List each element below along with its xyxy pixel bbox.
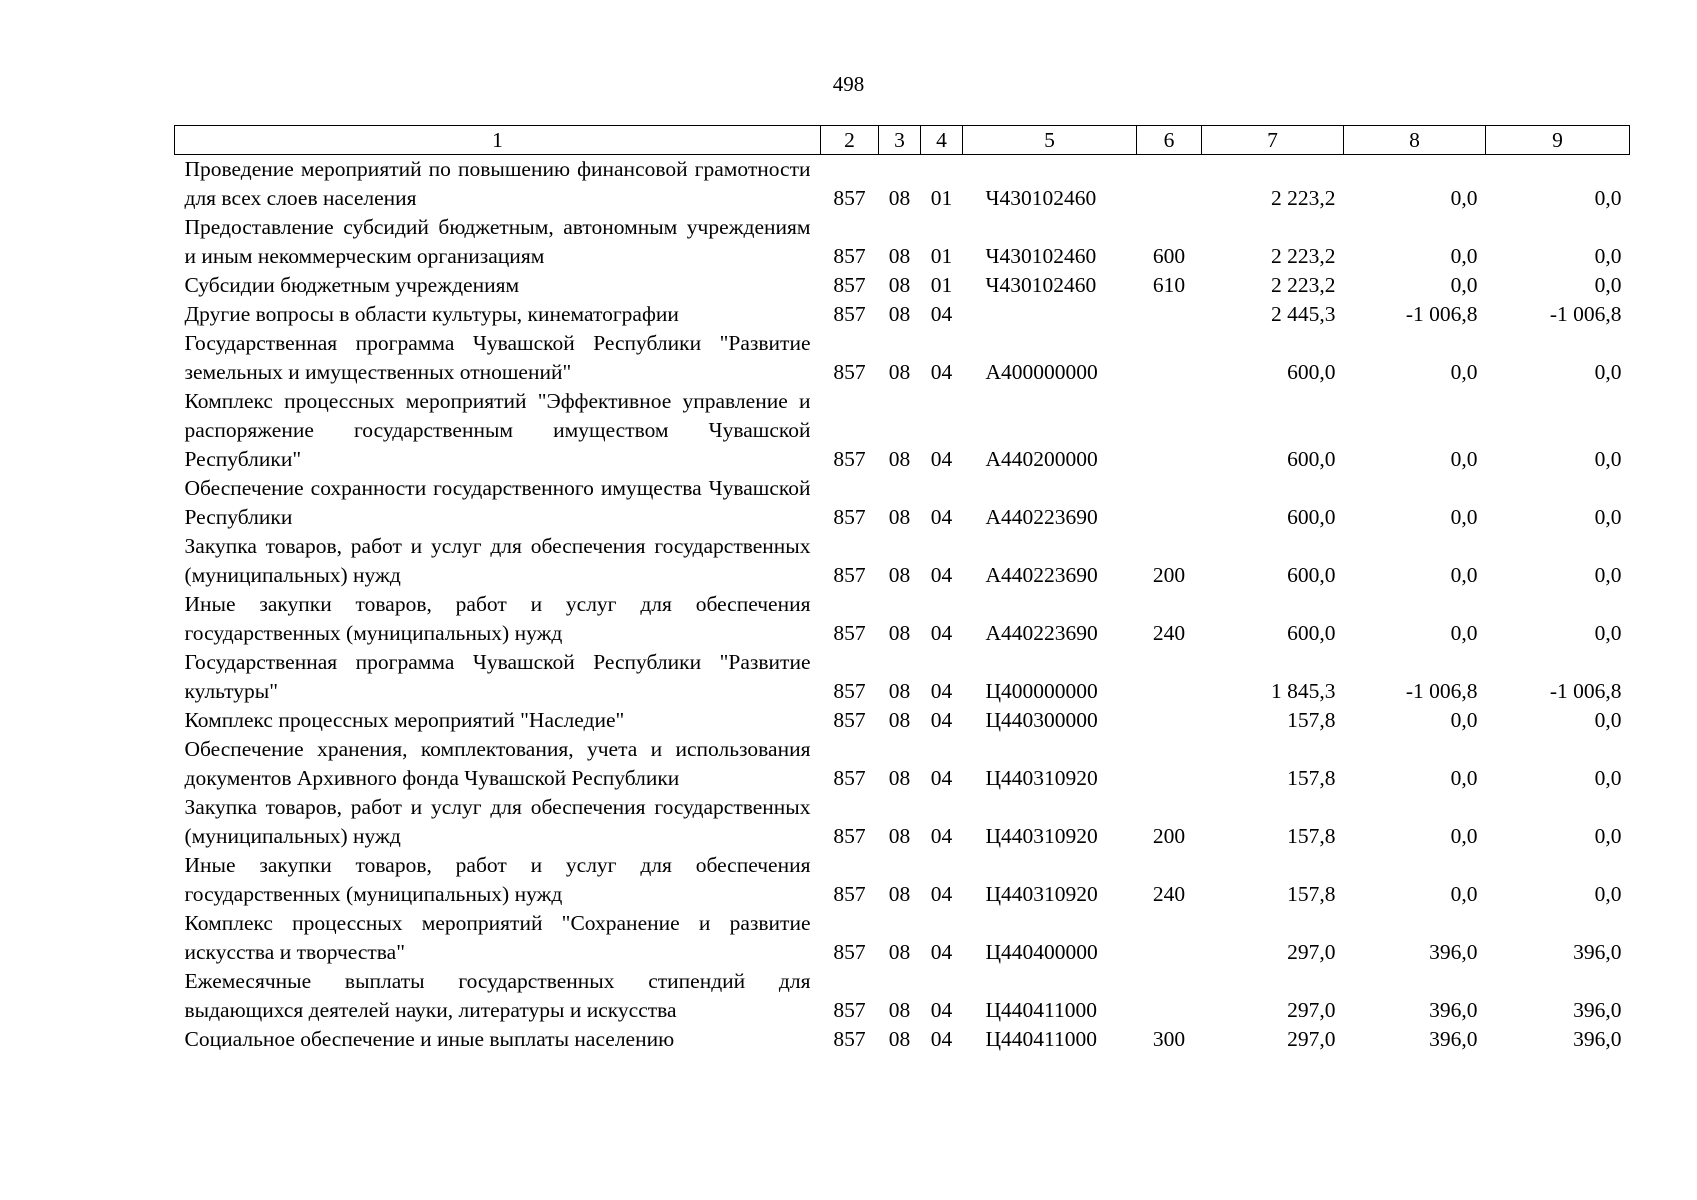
cell-col8: 0,0 [1450,708,1478,732]
cell-col4: 04 [930,998,953,1022]
cell-col5 [963,300,1137,329]
cell-col3: 08 [888,447,911,471]
cell-col4: 04 [930,1027,953,1051]
cell-col5: А440200000 [985,447,1098,471]
cell-col6 [1137,909,1202,967]
cell-col2: 857 [833,708,866,732]
cell-col4: 04 [930,563,953,587]
row-name: Закупка товаров, работ и услуг для обеспечения государственных (муниципальных) нужд [184,795,811,848]
cell-col3: 08 [888,940,911,964]
cell-col4: 04 [930,679,953,703]
cell-col8: 396,0 [1429,940,1478,964]
table-row [175,909,1630,967]
cell-col8: 0,0 [1450,882,1478,906]
table-row [175,474,1630,532]
cell-col9: 396,0 [1573,998,1622,1022]
cell-col2: 857 [833,360,866,384]
row-name: Комплекс процессных мероприятий "Наследие" [184,708,625,732]
cell-col9: 0,0 [1594,186,1622,210]
cell-col3: 08 [888,708,911,732]
cell-col9: -1 006,8 [1549,679,1622,703]
cell-col7: 600,0 [1287,621,1336,645]
cell-col2: 857 [833,505,866,529]
cell-col5: А400000000 [985,360,1098,384]
cell-col2: 857 [833,563,866,587]
table-row [175,590,1630,648]
cell-col7: 2 445,3 [1271,302,1336,326]
cell-col8: 396,0 [1429,998,1478,1022]
cell-col8: 0,0 [1450,186,1478,210]
cell-col4: 04 [930,302,953,326]
cell-col4: 04 [930,824,953,848]
cell-col3: 08 [888,563,911,587]
cell-col8: 0,0 [1450,563,1478,587]
cell-col5: Ц400000000 [985,679,1098,703]
cell-col4: 01 [930,273,953,297]
cell-col2: 857 [833,447,866,471]
cell-col2: 857 [833,244,866,268]
cell-col9: 396,0 [1573,940,1622,964]
cell-col7: 2 223,2 [1271,273,1336,297]
cell-col9: 0,0 [1594,882,1622,906]
cell-col5: Ц440400000 [985,940,1098,964]
cell-col2: 857 [833,998,866,1022]
table-row [175,329,1630,387]
cell-col7: 600,0 [1287,360,1336,384]
cell-col3: 08 [888,824,911,848]
cell-col8: 0,0 [1450,505,1478,529]
cell-col2: 857 [833,679,866,703]
cell-col6: 240 [1152,882,1186,906]
cell-col7: 157,8 [1287,766,1336,790]
cell-col8: 0,0 [1450,360,1478,384]
column-number-header-row [175,126,1630,155]
cell-col7: 157,8 [1287,824,1336,848]
cell-col8: -1 006,8 [1405,679,1478,703]
cell-col5: А440223690 [985,563,1098,587]
column-header: 8 [1344,126,1486,155]
cell-col6: 200 [1152,824,1186,848]
cell-col2: 857 [833,273,866,297]
cell-col9: 0,0 [1594,766,1622,790]
cell-col6 [1137,387,1202,474]
column-header: 2 [821,126,879,155]
cell-col2: 857 [833,1027,866,1051]
cell-col6 [1137,155,1202,214]
cell-col7: 600,0 [1287,505,1336,529]
cell-col6: 300 [1152,1027,1186,1051]
cell-col5: Ц440411000 [985,998,1097,1022]
table-row [175,155,1630,214]
cell-col7: 297,0 [1287,998,1336,1022]
row-name: Предоставление субсидий бюджетным, автономным учреждениям и иным некоммерческим организациям [184,215,811,268]
row-name: Иные закупки товаров, работ и услуг для обеспечения государственных (муниципальных) нужд [184,853,811,906]
cell-col8: -1 006,8 [1405,302,1478,326]
cell-col9: -1 006,8 [1549,302,1622,326]
table-row [175,648,1630,706]
cell-col4: 04 [930,708,953,732]
cell-col5: Ч430102460 [985,186,1097,210]
cell-col3: 08 [888,621,911,645]
table-row [175,967,1630,1025]
cell-col6 [1137,706,1202,735]
cell-col6: 240 [1152,621,1186,645]
table-row [175,1025,1630,1054]
cell-col4: 04 [930,766,953,790]
table-row [175,793,1630,851]
cell-col5: А440223690 [985,505,1098,529]
column-header: 5 [963,126,1137,155]
cell-col4: 04 [930,447,953,471]
row-name: Субсидии бюджетным учреждениям [184,273,520,297]
column-header: 9 [1486,126,1630,155]
cell-col3: 08 [888,505,911,529]
cell-col6 [1137,474,1202,532]
column-header: 7 [1202,126,1344,155]
cell-col9: 0,0 [1594,563,1622,587]
cell-col3: 08 [888,766,911,790]
cell-col2: 857 [833,824,866,848]
row-name: Другие вопросы в области культуры, кинематографии [184,302,679,326]
cell-col3: 08 [888,1027,911,1051]
row-name: Обеспечение сохранности государственного имущества Чувашской Республики [184,476,811,529]
cell-col6: 600 [1152,244,1186,268]
cell-col6 [1137,648,1202,706]
cell-col3: 08 [888,998,911,1022]
cell-col2: 857 [833,940,866,964]
cell-col7: 600,0 [1287,563,1336,587]
cell-col9: 0,0 [1594,360,1622,384]
cell-col9: 396,0 [1573,1027,1622,1051]
cell-col7: 1 845,3 [1271,679,1336,703]
table-row [175,532,1630,590]
cell-col4: 01 [930,186,953,210]
cell-col3: 08 [888,244,911,268]
cell-col9: 0,0 [1594,244,1622,268]
cell-col5: Ц440300000 [985,708,1098,732]
cell-col2: 857 [833,302,866,326]
cell-col3: 08 [888,186,911,210]
table-row [175,300,1630,329]
cell-col8: 0,0 [1450,621,1478,645]
row-name: Проведение мероприятий по повышению финансовой грамотности для всех слоев населения [184,157,811,210]
row-name: Обеспечение хранения, комплектования, учета и использования документов Архивного фонда Чувашской Республики [184,737,811,790]
column-header: 1 [175,126,821,155]
cell-col5: А440223690 [985,621,1098,645]
row-name: Государственная программа Чувашской Республики "Развитие земельных и имущественных отношений" [184,331,811,384]
cell-col3: 08 [888,273,911,297]
table-row [175,735,1630,793]
cell-col9: 0,0 [1594,447,1622,471]
cell-col7: 2 223,2 [1271,244,1336,268]
cell-col4: 04 [930,360,953,384]
cell-col5: Ц440310920 [985,882,1098,906]
column-header: 3 [879,126,921,155]
cell-col8: 0,0 [1450,824,1478,848]
cell-col9: 0,0 [1594,708,1622,732]
cell-col7: 157,8 [1287,882,1336,906]
row-name: Комплекс процессных мероприятий "Сохранение и развитие искусства и творчества" [184,911,811,964]
cell-col5: Ч430102460 [985,244,1097,268]
column-header: 4 [921,126,963,155]
cell-col3: 08 [888,302,911,326]
cell-col3: 08 [888,360,911,384]
cell-col5: Ц440310920 [985,824,1098,848]
cell-col7: 2 223,2 [1271,186,1336,210]
cell-col4: 04 [930,940,953,964]
cell-col2: 857 [833,766,866,790]
table-row [175,271,1630,300]
table-row [175,851,1630,909]
cell-col8: 0,0 [1450,273,1478,297]
cell-col8: 0,0 [1450,447,1478,471]
cell-col4: 04 [930,621,953,645]
row-name: Иные закупки товаров, работ и услуг для обеспечения государственных (муниципальных) нужд [184,592,811,645]
cell-col8: 0,0 [1450,244,1478,268]
row-name: Закупка товаров, работ и услуг для обеспечения государственных (муниципальных) нужд [184,534,811,587]
row-name: Государственная программа Чувашской Республики "Развитие культуры" [184,650,811,703]
cell-col5: Ц440411000 [985,1027,1097,1051]
cell-col6: 610 [1152,273,1186,297]
cell-col5: Ц440310920 [985,766,1098,790]
cell-col7: 600,0 [1287,447,1336,471]
cell-col6 [1137,967,1202,1025]
cell-col6 [1137,329,1202,387]
table-row [175,213,1630,271]
cell-col8: 396,0 [1429,1027,1478,1051]
column-header: 6 [1137,126,1202,155]
cell-col7: 157,8 [1287,708,1336,732]
row-name: Комплекс процессных мероприятий "Эффективное управление и распоряжение государственным имуществом Чувашской Республики" [184,389,811,471]
cell-col3: 08 [888,679,911,703]
cell-col8: 0,0 [1450,766,1478,790]
cell-col7: 297,0 [1287,1027,1336,1051]
cell-col6: 200 [1152,563,1186,587]
row-name: Ежемесячные выплаты государственных стипендий для выдающихся деятелей науки, литературы и искусства [184,969,811,1022]
row-name: Социальное обеспечение и иные выплаты населению [184,1027,675,1051]
cell-col4: 01 [930,244,953,268]
cell-col2: 857 [833,621,866,645]
page-number: 498 [832,72,865,96]
cell-col3: 08 [888,882,911,906]
cell-col4: 04 [930,882,953,906]
cell-col7: 297,0 [1287,940,1336,964]
cell-col5: Ч430102460 [985,273,1097,297]
cell-col9: 0,0 [1594,273,1622,297]
cell-col6 [1137,300,1202,329]
budget-table [174,125,1630,1054]
table-row [175,387,1630,474]
cell-col9: 0,0 [1594,824,1622,848]
cell-col9: 0,0 [1594,505,1622,529]
cell-col4: 04 [930,505,953,529]
table-row [175,706,1630,735]
cell-col6 [1137,735,1202,793]
cell-col2: 857 [833,882,866,906]
cell-col2: 857 [833,186,866,210]
cell-col9: 0,0 [1594,621,1622,645]
